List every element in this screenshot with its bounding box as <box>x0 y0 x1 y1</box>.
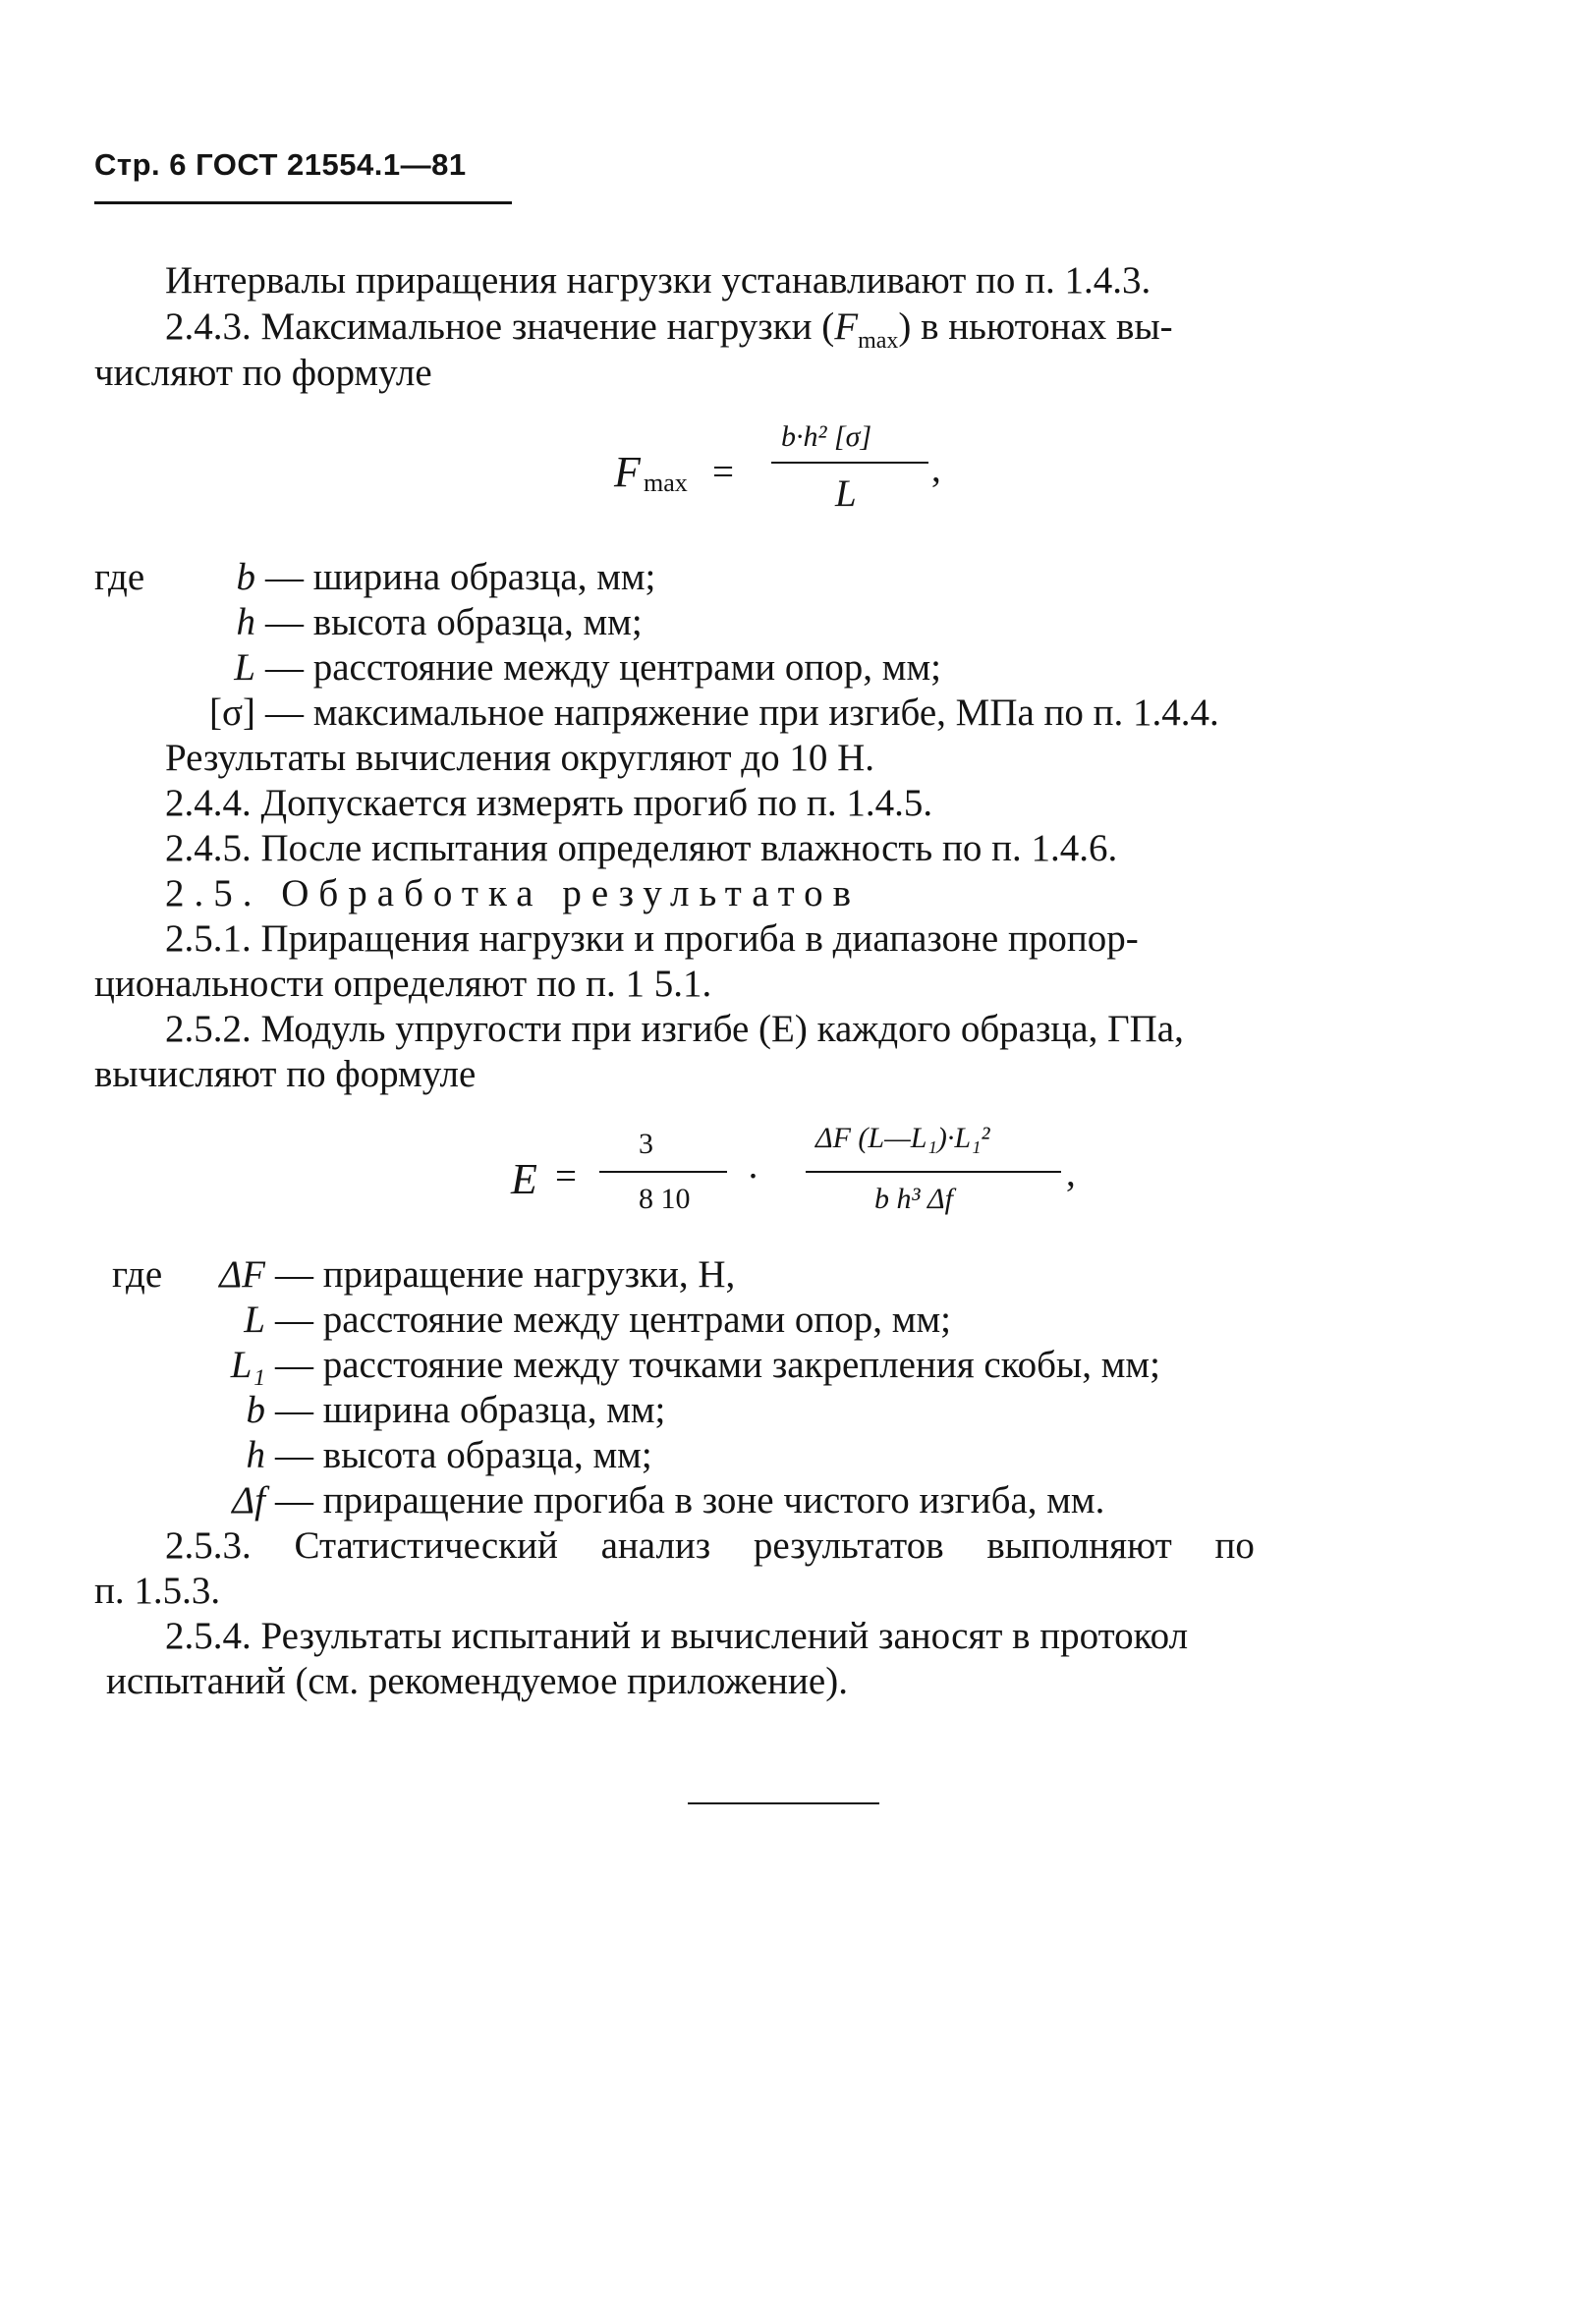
symbol-f: F <box>834 305 859 348</box>
def-text: — ширина образца, мм; <box>275 1389 666 1431</box>
text: 2.4.3. Максимальное значение нагрузки ( <box>165 305 835 348</box>
paragraph-2-5-3: 2.5.3. Статистический анализ результатов выполняют по <box>165 1524 1255 1567</box>
formula-num1: 3 <box>639 1128 653 1160</box>
formula-den2: b h³ Δf <box>874 1183 953 1215</box>
def-symbol: [σ] <box>209 692 255 734</box>
defs-lead: где <box>94 556 145 598</box>
formula-dot: · <box>747 1155 759 1197</box>
formula-tail: , <box>931 448 941 490</box>
def-symbol: ΔF <box>219 1253 265 1296</box>
def-symbol: b <box>246 1389 265 1431</box>
def-symbol: L₁ <box>230 1344 265 1386</box>
formula-lhs: F <box>614 448 641 496</box>
def-text: — приращение нагрузки, Н, <box>275 1253 736 1296</box>
paragraph-intervals: Интервалы приращения нагрузки устанавливают по п. 1.4.3. <box>165 259 1151 302</box>
paragraph-2-4-3-cont: числяют по формуле <box>94 352 432 394</box>
header-rule <box>94 201 512 204</box>
paragraph-2-5-4-cont: испытаний (см. рекомендуемое приложение). <box>106 1660 848 1702</box>
page-header: Стр. 6 ГОСТ 21554.1—81 <box>94 147 467 182</box>
end-rule <box>688 1802 879 1804</box>
def-symbol: h <box>236 601 255 643</box>
formula-eq: = <box>555 1155 577 1197</box>
paragraph-2-5-1: 2.5.1. Приращения нагрузки и прогиба в диапазоне пропор- <box>165 917 1139 960</box>
paragraph-2-5-2-cont: вычисляют по формуле <box>94 1053 477 1095</box>
paragraph-2-4-4: 2.4.4. Допускается измерять прогиб по п. 1.4.5. <box>165 782 933 824</box>
paragraph-rounding: Результаты вычисления округляют до 10 Н. <box>165 737 875 779</box>
fraction-bar <box>599 1171 727 1173</box>
fraction-bar <box>806 1171 1061 1173</box>
formula-numerator: b·h² [σ] <box>781 420 872 453</box>
def-text: — расстояние между центрами опор, мм; <box>265 646 941 689</box>
formula-num2: ΔF (L—L₁)·L₁² <box>815 1122 990 1154</box>
defs-lead: где <box>112 1253 163 1296</box>
text: ) в ньютонах вы- <box>898 305 1173 348</box>
paragraph-2-4-3 <box>165 305 1173 354</box>
paragraph-2-5-3-cont: п. 1.5.3. <box>94 1570 221 1612</box>
section-heading-2-5: 2.5. Обработка результатов <box>165 872 862 914</box>
formula-denominator: L <box>835 472 857 515</box>
formula-lhs: E <box>511 1155 537 1203</box>
formula-lhs-sub: max <box>644 469 688 497</box>
subscript-max: max <box>858 328 899 354</box>
def-text: — максимальное напряжение при изгибе, МПа по п. 1.4.4. <box>265 692 1219 734</box>
paragraph-2-5-2: 2.5.2. Модуль упругости при изгибе (E) каждого образца, ГПа, <box>165 1008 1184 1050</box>
def-text: — высота образца, мм; <box>265 601 643 643</box>
def-text: — приращение прогиба в зоне чистого изгиба, мм. <box>275 1479 1105 1522</box>
paragraph-2-5-1-cont: циональности определяют по п. 1 5.1. <box>94 963 712 1005</box>
fraction-bar <box>771 462 928 464</box>
def-symbol: L <box>234 646 255 689</box>
paragraph-2-4-5: 2.4.5. После испытания определяют влажность по п. 1.4.6. <box>165 827 1118 869</box>
formula-eq: = <box>712 451 734 493</box>
def-text: — высота образца, мм; <box>275 1434 652 1476</box>
paragraph-2-5-4: 2.5.4. Результаты испытаний и вычислений заносят в протокол <box>165 1615 1189 1657</box>
def-symbol: L <box>244 1299 265 1341</box>
def-symbol: b <box>236 556 255 598</box>
def-symbol: Δf <box>232 1479 265 1522</box>
def-symbol: h <box>246 1434 265 1476</box>
formula-den1: 8 10 <box>639 1183 691 1215</box>
def-text: — расстояние между центрами опор, мм; <box>275 1299 951 1341</box>
def-text: — расстояние между точками закрепления скобы, мм; <box>275 1344 1160 1386</box>
def-text: — ширина образца, мм; <box>265 556 656 598</box>
formula-tail: , <box>1066 1152 1076 1194</box>
